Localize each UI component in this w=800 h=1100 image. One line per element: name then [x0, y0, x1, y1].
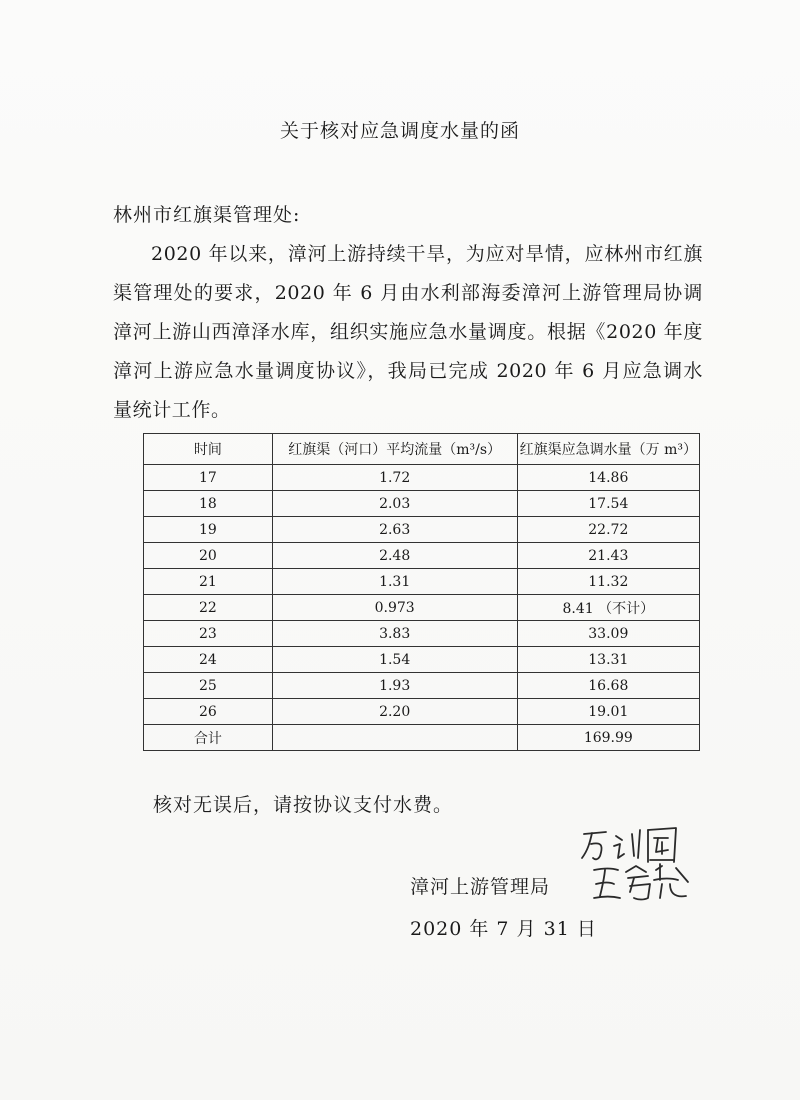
table-header-row — [144, 434, 700, 465]
cell-volume: 13.31 — [517, 647, 699, 673]
body-paragraph: 2020 年以来，漳河上游持续干旱，为应对旱情，应林州市红旗渠管理处的要求，2020 年 6 月由水利部海委漳河上游管理局协调漳河上游山西漳泽水库，组织实施应急水量调度。根据《2020 年度漳河上游应急水量调度协议》，我局已完成 2020 年 6 月应急调水量统计工作。 — [113, 243, 703, 421]
cell-time: 20 — [144, 543, 273, 569]
water-volume-table — [143, 433, 700, 751]
cell-volume: 19.01 — [517, 699, 699, 725]
cell-time: 22 — [144, 595, 273, 621]
header-emergency-volume: 红旗渠应急调水量（万 m³） — [517, 434, 699, 465]
cell-flow: 3.83 — [272, 621, 517, 647]
signature-2 — [590, 858, 700, 906]
cell-time: 17 — [144, 465, 273, 491]
cell-total-label: 合计 — [144, 725, 273, 751]
issue-date: 2020 年 7 月 31 日 — [410, 918, 597, 940]
cell-flow: 2.63 — [272, 517, 517, 543]
cell-total-volume: 169.99 — [517, 725, 699, 751]
cell-flow: 1.72 — [272, 465, 517, 491]
cell-time: 26 — [144, 699, 273, 725]
cell-flow: 2.20 — [272, 699, 517, 725]
cell-flow: 0.973 — [272, 595, 517, 621]
cell-volume: 8.41 （不计） — [517, 595, 699, 621]
cell-volume: 33.09 — [517, 621, 699, 647]
cell-time: 25 — [144, 673, 273, 699]
closing-text: 核对无误后，请按协议支付水费。 — [153, 794, 454, 816]
table-total-row — [144, 725, 700, 751]
header-time: 时间 — [144, 434, 273, 465]
salutation: 林州市红旗渠管理处: — [113, 204, 301, 226]
cell-time: 23 — [144, 621, 273, 647]
table-row — [144, 543, 700, 569]
table-row — [144, 465, 700, 491]
table-row — [144, 569, 700, 595]
header-avg-flow: 红旗渠（河口）平均流量（m³/s） — [272, 434, 517, 465]
table-row — [144, 621, 700, 647]
cell-volume: 22.72 — [517, 517, 699, 543]
cell-total-flow — [272, 725, 517, 751]
table-row — [144, 647, 700, 673]
cell-flow: 1.54 — [272, 647, 517, 673]
cell-time: 21 — [144, 569, 273, 595]
cell-time: 19 — [144, 517, 273, 543]
table-row — [144, 595, 700, 621]
cell-flow: 2.03 — [272, 491, 517, 517]
cell-volume: 16.68 — [517, 673, 699, 699]
cell-flow: 2.48 — [272, 543, 517, 569]
table-row — [144, 517, 700, 543]
cell-flow: 1.31 — [272, 569, 517, 595]
cell-volume: 11.32 — [517, 569, 699, 595]
issuing-organization: 漳河上游管理局 — [410, 876, 551, 898]
cell-time: 18 — [144, 491, 273, 517]
table-row — [144, 673, 700, 699]
cell-flow: 1.93 — [272, 673, 517, 699]
document-title: 关于核对应急调度水量的函 — [279, 120, 520, 142]
cell-volume: 17.54 — [517, 491, 699, 517]
table-row — [144, 491, 700, 517]
cell-time: 24 — [144, 647, 273, 673]
table-row — [144, 699, 700, 725]
cell-volume: 14.86 — [517, 465, 699, 491]
cell-volume: 21.43 — [517, 543, 699, 569]
